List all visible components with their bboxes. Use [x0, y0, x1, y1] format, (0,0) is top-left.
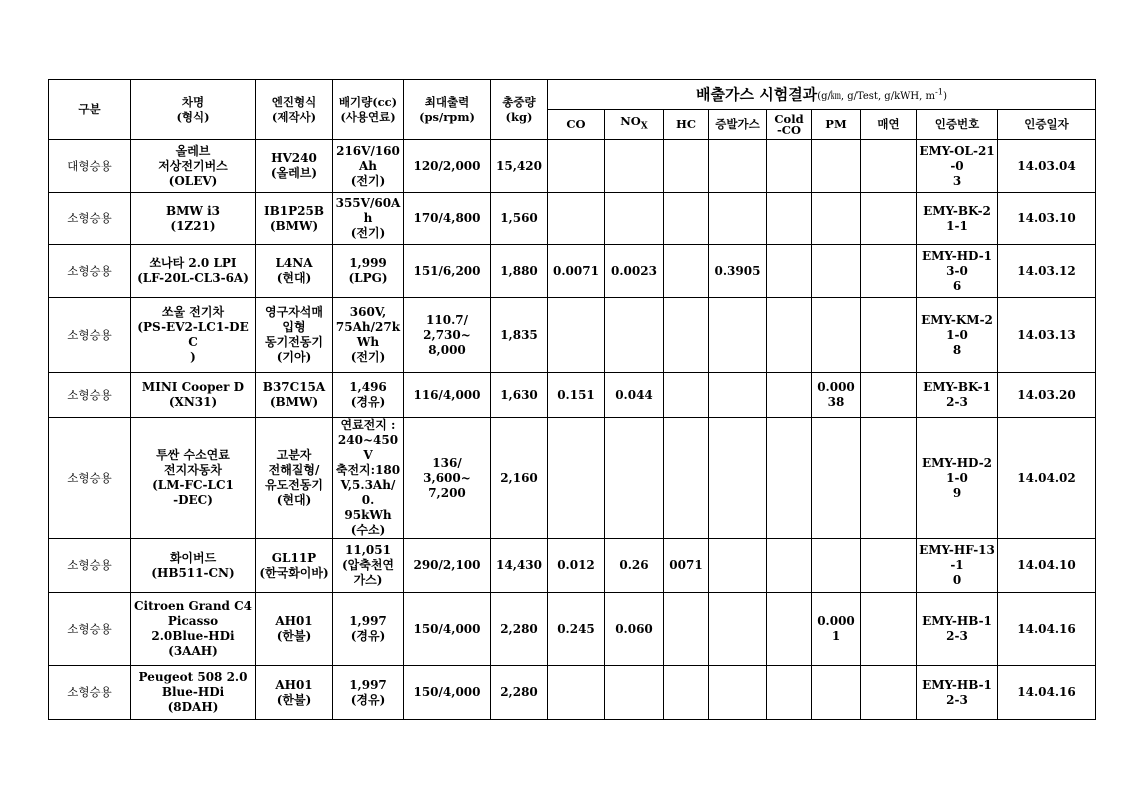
cell-line: (한불) [276, 629, 312, 643]
cell-line: 290/2,100 [413, 558, 481, 572]
cell-smoke [861, 593, 917, 666]
cell-line: -DEC) [173, 493, 213, 507]
cell-line: 가스) [353, 573, 383, 587]
cell-line: 75Ah/27k [335, 320, 401, 334]
cell-category: 소형승용 [49, 298, 131, 373]
cell-cold-co [767, 666, 812, 720]
table-row [49, 140, 1096, 193]
cell-pm: 0.0001 [812, 593, 861, 666]
cell-line: 투싼 수소연료 [156, 448, 230, 462]
cell-pm [812, 245, 861, 298]
cell-nox [605, 140, 664, 193]
header-gross-weight-label: 총중량 [502, 94, 536, 109]
cell-co: 0.0071 [548, 245, 605, 298]
cell-category: 대형승용 [49, 140, 131, 193]
cell-line: BMW i3 [166, 203, 220, 218]
header-smoke: 매연 [861, 110, 917, 140]
cell-cold-co [767, 298, 812, 373]
cell-evap [709, 193, 767, 245]
cell-max-power [404, 245, 491, 298]
cell-line: 7,200 [428, 485, 466, 500]
cell-line: L4NA [275, 256, 313, 270]
cell-displacement [333, 593, 404, 666]
cell-co [548, 418, 605, 539]
cell-displacement [333, 666, 404, 720]
table-row [49, 593, 1096, 666]
cell-evap [709, 666, 767, 720]
cell-displacement [333, 193, 404, 245]
emission-title: 배출가스 시험결과 [696, 85, 818, 104]
cell-line: 축전지:180 [335, 463, 401, 477]
cell-gross-weight: 1,835 [491, 298, 548, 373]
cell-evap [709, 140, 767, 193]
cell-engine [256, 418, 333, 539]
cell-line: MINI Cooper D [141, 380, 245, 394]
cell-model [131, 245, 256, 298]
cell-nox [605, 418, 664, 539]
cell-line: 1,997 [349, 614, 387, 628]
cell-line: (올레브) [270, 166, 318, 180]
cell-cert-date: 14.04.16 [998, 666, 1096, 720]
cell-gross-weight: 15,420 [491, 140, 548, 193]
cell-line: 입형 [282, 320, 306, 334]
cell-cert-no [917, 593, 998, 666]
cell-cold-co [767, 140, 812, 193]
cell-line: (HB511-CN) [151, 565, 235, 580]
cell-line: (기아) [276, 350, 312, 364]
cell-line: 2.0Blue-HDi [151, 629, 235, 643]
cell-gross-weight: 1,630 [491, 373, 548, 418]
cell-line: (BMW) [269, 218, 319, 233]
cell-cert-date: 14.03.04 [998, 140, 1096, 193]
cell-line: 3,600~ [423, 470, 471, 485]
cell-line: 95kWh [344, 508, 392, 522]
cell-line: EMY-HB-12-3 [922, 614, 992, 643]
cell-cert-no [917, 373, 998, 418]
cell-smoke [861, 245, 917, 298]
cell-cold-co [767, 193, 812, 245]
cell-line: EMY-KM-21-0 [921, 312, 993, 342]
cell-displacement [333, 245, 404, 298]
cell-line: 고분자 [276, 448, 312, 462]
cell-displacement [333, 298, 404, 373]
cell-model [131, 418, 256, 539]
cell-nox [605, 298, 664, 373]
cell-pm [812, 666, 861, 720]
cell-nox: 0.044 [605, 373, 664, 418]
cell-model [131, 666, 256, 720]
header-model-name: 차명 [181, 94, 205, 109]
cell-line: (현대) [276, 493, 312, 507]
cell-cold-co [767, 373, 812, 418]
cell-line: (경유) [350, 692, 386, 707]
cell-hc [664, 418, 709, 539]
cell-line: 영구자석매 [265, 305, 323, 319]
cell-engine [256, 298, 333, 373]
cell-hc [664, 140, 709, 193]
header-model-type: (형식) [176, 109, 210, 124]
cell-pm [812, 193, 861, 245]
cell-line: EMY-OL-21-0 [919, 143, 995, 173]
cell-line: 8,000 [428, 342, 466, 357]
cell-cert-date: 14.04.16 [998, 593, 1096, 666]
cell-cert-no [917, 298, 998, 373]
cell-line: EMY-HB-12-3 [922, 677, 992, 707]
cell-line: 150/4,000 [413, 621, 481, 636]
table-row [49, 666, 1096, 720]
cell-smoke [861, 298, 917, 373]
cell-line: 116/4,000 [413, 387, 481, 402]
cell-smoke [861, 193, 917, 245]
cell-cold-co [767, 593, 812, 666]
cell-line: EMY-HD-13-0 [921, 248, 993, 278]
header-displacement [333, 80, 404, 140]
cell-cert-date: 14.04.02 [998, 418, 1096, 539]
cell-max-power [404, 140, 491, 193]
cell-cert-no [917, 193, 998, 245]
cell-cert-no [917, 245, 998, 298]
cell-line: 저상전기버스 [158, 158, 228, 173]
cell-cold-co [767, 418, 812, 539]
cell-evap: 0.3905 [709, 245, 767, 298]
table-row [49, 373, 1096, 418]
cell-evap [709, 593, 767, 666]
emission-units: (g/㎞, g/Test, g/kWH, $m^{-1}$) [817, 86, 948, 103]
cell-line: (BMW) [269, 395, 319, 409]
cell-evap [709, 373, 767, 418]
header-model [131, 80, 256, 140]
cell-line: 3 [952, 173, 962, 188]
cell-line: 1,997 [349, 677, 387, 692]
cell-co [548, 666, 605, 720]
cell-cert-date: 14.03.20 [998, 373, 1096, 418]
header-cert-date: 인증일자 [998, 110, 1096, 140]
cell-category: 소형승용 [49, 245, 131, 298]
cell-line: 유도전동기 [265, 478, 323, 492]
cell-line: 360V, [349, 305, 387, 319]
cell-max-power [404, 418, 491, 539]
cell-line: 355V/60Ah [335, 196, 401, 225]
cell-co: 0.151 [548, 373, 605, 418]
cell-max-power [404, 298, 491, 373]
header-max-power-label: 최대출력 [424, 94, 470, 109]
emission-certification-table [48, 79, 1096, 720]
cell-cert-date: 14.04.10 [998, 539, 1096, 593]
cell-line: 쏘울 전기차 [161, 305, 225, 319]
cell-engine [256, 666, 333, 720]
cell-gross-weight: 2,280 [491, 666, 548, 720]
cell-line: 1,999 [349, 256, 387, 270]
cell-cert-date: 14.03.10 [998, 193, 1096, 245]
cell-line: GL11P [271, 550, 317, 565]
cell-max-power [404, 666, 491, 720]
cell-cert-date: 14.03.12 [998, 245, 1096, 298]
cell-pm [812, 140, 861, 193]
cell-line: 120/2,000 [413, 158, 481, 173]
cell-gross-weight: 1,880 [491, 245, 548, 298]
cell-category: 소형승용 [49, 539, 131, 593]
header-cert-no: 인증번호 [917, 110, 998, 140]
cell-engine [256, 193, 333, 245]
cell-max-power [404, 539, 491, 593]
header-engine [256, 80, 333, 140]
cell-line: (LPG) [348, 271, 388, 285]
cell-smoke [861, 140, 917, 193]
cell-co [548, 298, 605, 373]
cell-line: 1,496 [349, 380, 387, 394]
cell-line: 연료전지 : [340, 418, 396, 432]
cell-model [131, 373, 256, 418]
cell-line: 170/4,800 [413, 211, 481, 225]
header-displacement-label: 배기량(cc) [338, 94, 398, 109]
cell-model [131, 298, 256, 373]
table-row [49, 193, 1096, 245]
cell-line: 동기전동기 [265, 335, 323, 349]
cell-cert-no [917, 140, 998, 193]
cell-line: (현대) [276, 271, 312, 285]
cell-model [131, 193, 256, 245]
cell-line: EMY-HF-13-1 [919, 543, 995, 572]
cell-engine [256, 245, 333, 298]
cell-line: 쏘나타 2.0 LPI [149, 256, 237, 270]
cell-category: 소형승용 [49, 666, 131, 720]
cell-co: 0.012 [548, 539, 605, 593]
cell-pm [812, 298, 861, 373]
cell-pm [812, 539, 861, 593]
cell-line: (수소) [350, 523, 386, 537]
cell-line: Peugeot 508 2.0 [138, 670, 248, 684]
header-category: 구분 [49, 80, 131, 140]
cell-line: 151/6,200 [413, 263, 481, 278]
cell-line: AH01 [275, 677, 313, 692]
cell-category: 소형승용 [49, 593, 131, 666]
cell-cert-no [917, 539, 998, 593]
cell-cert-date: 14.03.13 [998, 298, 1096, 373]
header-evap: 증발가스 [709, 110, 767, 140]
header-co: CO [548, 110, 605, 140]
cell-gross-weight: 14,430 [491, 539, 548, 593]
cell-line: EMY-HD-21-0 [921, 455, 993, 485]
cell-line: 6 [952, 278, 962, 293]
cell-line: (LM-FC-LC1 [152, 478, 234, 492]
cell-model [131, 140, 256, 193]
cell-nox [605, 193, 664, 245]
cell-line: 11,051 [345, 543, 391, 557]
cell-co [548, 140, 605, 193]
cell-cert-no [917, 666, 998, 720]
header-cold-co: Cold -CO [767, 110, 812, 140]
header-emission-results [548, 80, 1096, 110]
cell-max-power [404, 373, 491, 418]
cell-line: AH01 [275, 614, 313, 628]
cell-line: 240~450V [337, 433, 399, 462]
cell-line: B37C15A [262, 380, 326, 394]
cell-engine [256, 140, 333, 193]
cell-model [131, 593, 256, 666]
cell-evap [709, 418, 767, 539]
cell-line: 136/ [432, 455, 462, 470]
cell-co [548, 193, 605, 245]
cell-pm: 0.00038 [812, 373, 861, 418]
header-engine-type: 엔진형식 [271, 94, 317, 109]
table-row [49, 298, 1096, 373]
cell-line: Citroen Grand C4 [133, 599, 253, 613]
header-nox: $NO_X$ [605, 110, 664, 140]
cell-line: 2,730~ [423, 327, 471, 342]
cell-displacement [333, 418, 404, 539]
cell-max-power [404, 193, 491, 245]
cell-evap [709, 298, 767, 373]
cell-co: 0.245 [548, 593, 605, 666]
cell-gross-weight: 2,160 [491, 418, 548, 539]
cell-line: Blue-HDi [161, 685, 225, 699]
table-body [49, 140, 1096, 720]
cell-nox: 0.060 [605, 593, 664, 666]
cell-line: 전지자동차 [164, 463, 222, 477]
cell-line: (전기) [350, 350, 386, 364]
cell-smoke [861, 373, 917, 418]
cell-line: 올레브 [175, 143, 211, 158]
cell-displacement [333, 140, 404, 193]
cell-line: 110.7/ [426, 312, 468, 327]
cell-line: 9 [952, 485, 962, 500]
cell-displacement [333, 539, 404, 593]
table-row [49, 245, 1096, 298]
header-manufacturer: (제작사) [271, 109, 317, 124]
cell-category: 소형승용 [49, 193, 131, 245]
cell-line: 216V/160Ah [336, 143, 400, 173]
header-pm: PM [812, 110, 861, 140]
cell-line: (XN31) [168, 395, 218, 409]
cell-hc [664, 298, 709, 373]
cell-line: 화이버드 [169, 550, 217, 565]
table-row [49, 418, 1096, 539]
cell-nox: 0.0023 [605, 245, 664, 298]
cell-nox: 0.26 [605, 539, 664, 593]
cell-line: 8 [952, 342, 962, 357]
cell-line: IB1P25B [264, 203, 324, 218]
cell-nox [605, 666, 664, 720]
cell-line: EMY-BK-12-3 [923, 380, 991, 409]
cell-hc: 0071 [664, 539, 709, 593]
cell-line: (3AAH) [168, 644, 218, 658]
cell-hc [664, 373, 709, 418]
cell-line: 0 [952, 573, 962, 587]
cell-line: (전기) [350, 173, 386, 188]
cell-evap [709, 539, 767, 593]
cell-line: ) [190, 350, 196, 364]
cell-cold-co [767, 245, 812, 298]
cell-line: V,5.3Ah/0. [340, 478, 396, 507]
header-hc: HC [664, 110, 709, 140]
cell-gross-weight: 1,560 [491, 193, 548, 245]
header-fuel: (사용연료) [340, 109, 396, 124]
cell-pm [812, 418, 861, 539]
cell-cold-co [767, 539, 812, 593]
cell-max-power [404, 593, 491, 666]
cell-line: HV240 [271, 151, 317, 165]
cell-engine [256, 539, 333, 593]
cell-category: 소형승용 [49, 418, 131, 539]
cell-line: (압축천연 [341, 558, 395, 572]
cell-hc [664, 245, 709, 298]
cell-line: Wh [356, 335, 380, 349]
cell-hc [664, 193, 709, 245]
cell-displacement [333, 373, 404, 418]
header-weight-unit: (kg) [505, 109, 533, 124]
cell-line: (경유) [350, 395, 386, 409]
cell-line: (PS-EV2-LC1-DEC [137, 320, 249, 349]
cell-category: 소형승용 [49, 373, 131, 418]
cell-line: (경유) [350, 629, 386, 643]
cell-line: (전기) [350, 226, 386, 240]
cell-line: 150/4,000 [413, 685, 481, 699]
cell-engine [256, 373, 333, 418]
cell-hc [664, 666, 709, 720]
cell-line: (1Z21) [170, 218, 216, 233]
cell-gross-weight: 2,280 [491, 593, 548, 666]
cell-smoke [861, 418, 917, 539]
cell-line: (OLEV) [168, 173, 218, 188]
table-row [49, 539, 1096, 593]
cell-model [131, 539, 256, 593]
cell-engine [256, 593, 333, 666]
cell-line: (한국화이바) [259, 565, 329, 580]
cell-smoke [861, 539, 917, 593]
cell-hc [664, 593, 709, 666]
cell-line: (8DAH) [167, 700, 219, 714]
cell-cert-no [917, 418, 998, 539]
cell-smoke [861, 666, 917, 720]
cell-line: Picasso [167, 614, 219, 628]
header-power-unit: (ps/rpm) [419, 109, 475, 124]
cell-line: 전해질형/ [268, 463, 320, 477]
header-max-power [404, 80, 491, 140]
cell-line: EMY-BK-21-1 [923, 203, 991, 233]
cell-line: (한불) [276, 692, 312, 707]
header-gross-weight [491, 80, 548, 140]
cell-line: (LF-20L-CL3-6A) [137, 271, 249, 285]
